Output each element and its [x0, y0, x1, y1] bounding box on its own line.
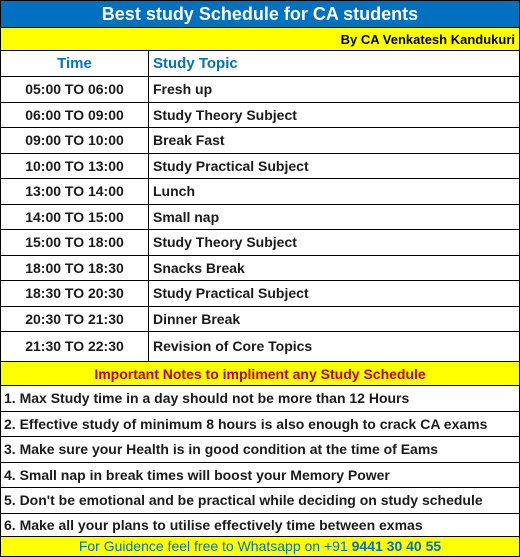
row-time: 10:00 TO 13:00 — [1, 154, 149, 179]
table-row — [1, 307, 519, 333]
row-topic: Break Fast — [153, 132, 225, 148]
table-row — [1, 332, 519, 362]
author-byline: By CA Venkatesh Kandukuri — [1, 28, 519, 51]
table-row — [1, 77, 519, 103]
table-row — [1, 128, 519, 154]
table-row — [1, 256, 519, 282]
footer-text: For Guidence feel free to Whatsapp on +91 — [78, 538, 352, 554]
row-topic: Study Theory Subject — [153, 234, 297, 250]
notes-title: Important Notes to impliment any Study Schedule — [1, 362, 519, 386]
row-time: 05:00 TO 06:00 — [1, 77, 149, 102]
row-topic: Lunch — [153, 183, 195, 199]
note-item: 2. Effective study of minimum 8 hours is also enough to crack CA exams — [1, 412, 519, 438]
row-time: 15:00 TO 18:00 — [1, 230, 149, 255]
row-topic: Study Practical Subject — [153, 157, 309, 174]
footer-phone: 9441 30 40 55 — [351, 538, 442, 554]
row-topic: Study Theory Subject — [153, 106, 297, 123]
table-row — [1, 281, 519, 307]
table-row — [1, 103, 519, 129]
row-time: 20:30 TO 21:30 — [1, 307, 149, 332]
row-time: 13:00 TO 14:00 — [1, 179, 149, 204]
row-time: 18:30 TO 20:30 — [1, 281, 149, 306]
note-item: 6. Make all your plans to utilise effectively time between exmas — [1, 514, 519, 538]
row-time: 09:00 TO 10:00 — [1, 128, 149, 153]
row-topic: Small nap — [153, 208, 220, 225]
table-row — [1, 205, 519, 231]
row-topic: Dinner Break — [153, 310, 241, 327]
row-time: 14:00 TO 15:00 — [1, 205, 149, 230]
note-item: 5. Don't be emotional and be practical while deciding on study schedule — [1, 488, 519, 514]
table-row — [1, 230, 519, 256]
row-topic: Fresh up — [153, 81, 213, 97]
contact-footer — [1, 537, 519, 556]
row-topic: Revision of Core Topics — [153, 338, 313, 354]
row-time: 18:00 TO 18:30 — [1, 256, 149, 281]
table-row — [1, 154, 519, 180]
table-header — [1, 51, 519, 77]
note-item: 3. Make sure your Health is in good condition at the time of Eams — [1, 437, 519, 463]
row-topic: Study Practical Subject — [153, 285, 309, 301]
header-study-topic: Study Topic — [153, 55, 238, 72]
note-item: 1. Max Study time in a day should not be more than 12 Hours — [1, 386, 519, 412]
table-row — [1, 179, 519, 205]
row-topic: Snacks Break — [153, 259, 245, 276]
page-title: Best study Schedule for CA students — [1, 1, 519, 28]
row-time: 06:00 TO 09:00 — [1, 103, 149, 128]
header-time: Time — [1, 51, 149, 76]
note-item: 4. Small nap in break times will boost your Memory Power — [1, 463, 519, 489]
row-time: 21:30 TO 22:30 — [1, 332, 149, 361]
